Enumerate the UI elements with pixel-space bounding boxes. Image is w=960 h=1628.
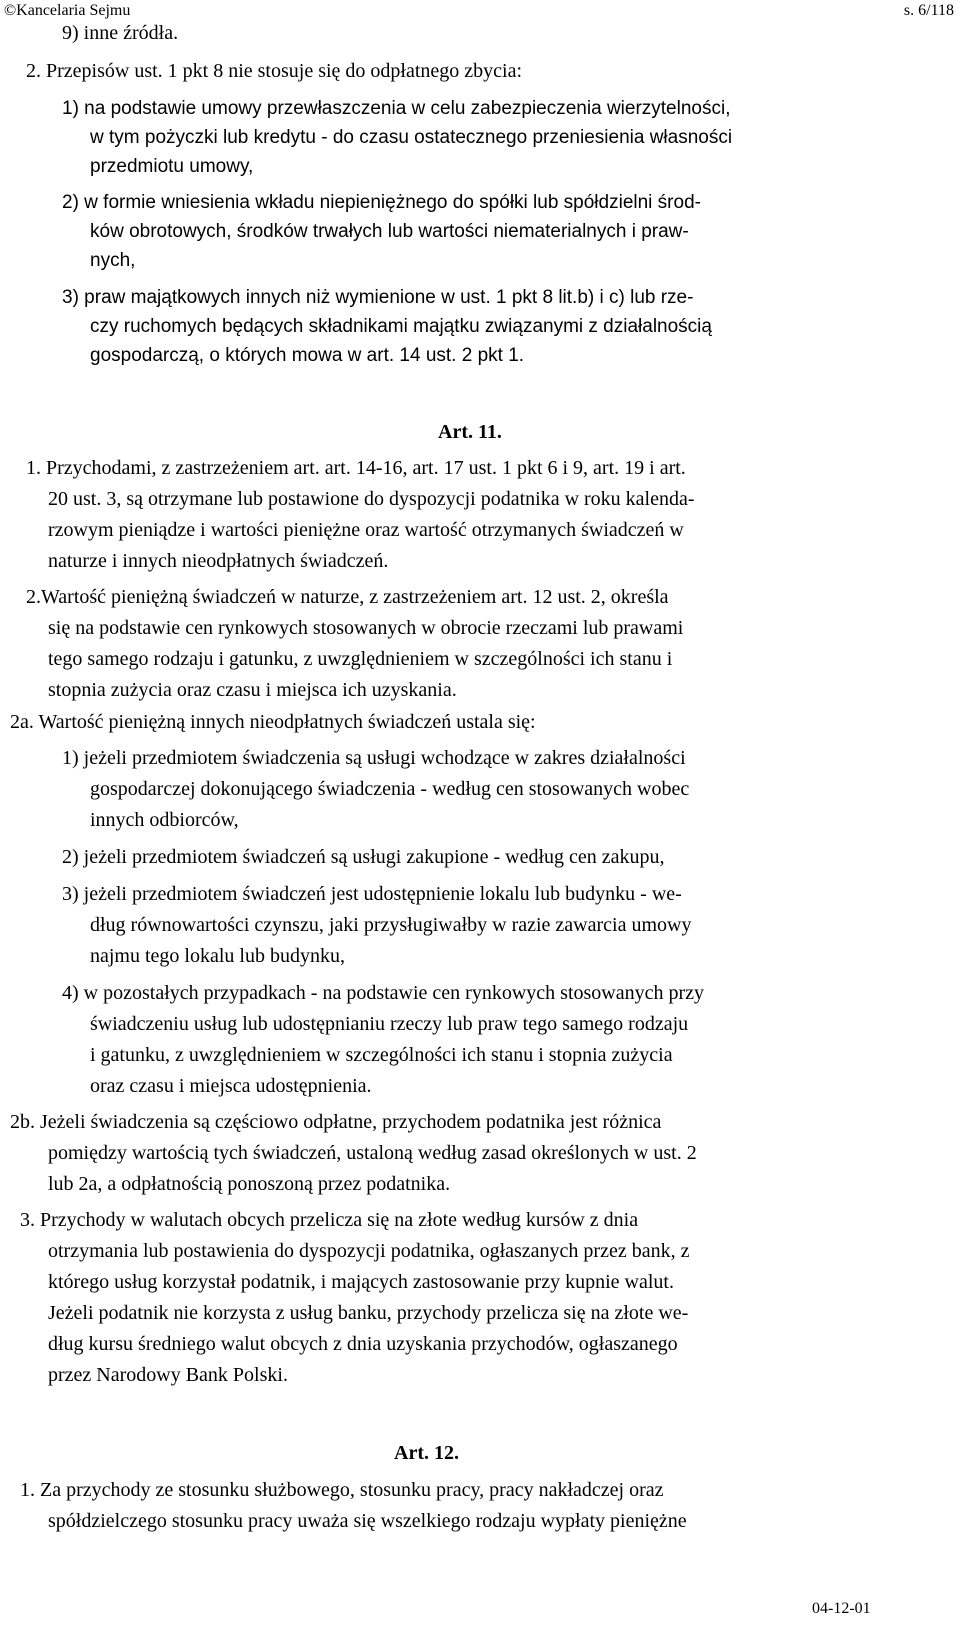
article-heading: Art. 12. (394, 1442, 459, 1464)
text-line: lub 2a, a odpłatnością ponoszoną przez podatnika. (48, 1173, 451, 1195)
text-line: ków obrotowych, środków trwałych lub wartości niematerialnych i praw- (90, 221, 689, 242)
text-line: otrzymania lub postawienia do dyspozycji podatnika, ogłaszanych przez bank, z (48, 1240, 690, 1262)
text-line: dług kursu średniego walut obcych z dnia uzyskania przychodów, ogłaszanego (48, 1333, 678, 1355)
text-line: Jeżeli podatnik nie korzysta z usług banku, przychody przelicza się na złote we- (48, 1302, 689, 1324)
header-publisher: ©Kancelaria Sejmu (4, 2, 131, 19)
text-line: się na podstawie cen rynkowych stosowanych w obrocie rzeczami lub prawami (48, 617, 684, 639)
text-line: 20 ust. 3, są otrzymane lub postawione do dyspozycji podatnika w roku kalenda- (48, 488, 695, 510)
text-line: 2) jeżeli przedmiotem świadczeń są usługi zakupione - według cen zakupu, (62, 846, 665, 868)
text-line: tego samego rodzaju i gatunku, z uwzględnieniem w szczególności ich stanu i (48, 648, 673, 670)
text-line: stopnia zużycia oraz czasu i miejsca ich uzyskania. (48, 679, 457, 701)
text-line: 1) na podstawie umowy przewłaszczenia w celu zabezpieczenia wierzytelności, (62, 98, 731, 119)
text-line: gospodarczej dokonującego świadczenia - według cen stosowanych wobec (90, 778, 690, 800)
text-line: naturze i innych nieodpłatnych świadczeń. (48, 550, 389, 572)
text-line: 3) praw majątkowych innych niż wymienione w ust. 1 pkt 8 lit.b) i c) lub rze- (62, 287, 694, 308)
text-line: innych odbiorców, (90, 809, 239, 831)
text-line: oraz czasu i miejsca udostępnienia. (90, 1075, 372, 1097)
text-line: 1. Za przychody ze stosunku służbowego, stosunku pracy, pracy nakładczej oraz (20, 1479, 664, 1501)
text-line: którego usług korzystał podatnik, i mających zastosowanie przy kupnie walut. (48, 1271, 674, 1293)
text-line: 3) jeżeli przedmiotem świadczeń jest udostępnienie lokalu lub budynku - we- (62, 883, 682, 905)
text-line: 9) inne źródła. (62, 22, 179, 44)
text-line: 3. Przychody w walutach obcych przelicza się na złote według kursów z dnia (20, 1209, 639, 1231)
footer-date: 04-12-01 (812, 1600, 871, 1617)
text-line: świadczeniu usług lub udostępnianiu rzeczy lub praw tego samego rodzaju (90, 1013, 689, 1035)
text-line: 2b. Jeżeli świadczenia są częściowo odpłatne, przychodem podatnika jest różnica (10, 1111, 662, 1133)
text-line: gospodarczą, o których mowa w art. 14 ust. 2 pkt 1. (90, 345, 525, 366)
text-line: 4) w pozostałych przypadkach - na podstawie cen rynkowych stosowanych przy (62, 982, 705, 1004)
text-line: pomiędzy wartością tych świadczeń, ustaloną według zasad określonych w ust. 2 (48, 1142, 697, 1164)
text-line: w tym pożyczki lub kredytu - do czasu ostatecznego przeniesienia własności (90, 127, 733, 148)
text-line: 1. Przychodami, z zastrzeżeniem art. art. 14-16, art. 17 ust. 1 pkt 6 i 9, art. 19 i art. (26, 457, 686, 479)
text-line: przedmiotu umowy, (90, 156, 254, 177)
header-page-number: s. 6/118 (903, 2, 954, 19)
text-line: 2.Wartość pieniężną świadczeń w naturze, z zastrzeżeniem art. 12 ust. 2, określa (26, 586, 669, 608)
text-line: 2a. Wartość pieniężną innych nieodpłatnych świadczeń ustala się: (10, 711, 536, 733)
text-line: przez Narodowy Bank Polski. (48, 1364, 288, 1386)
text-line: 2. Przepisów ust. 1 pkt 8 nie stosuje się do odpłatnego zbycia: (26, 60, 523, 82)
text-line: i gatunku, z uwzględnieniem w szczególności ich stanu i stopnia zużycia (90, 1044, 673, 1066)
text-line: 2) w formie wniesienia wkładu niepieniężnego do spółki lub spółdzielni środ- (62, 192, 701, 213)
text-line: czy ruchomych będących składnikami majątku związanymi z działalnością (90, 316, 712, 337)
text-line: najmu tego lokalu lub budynku, (90, 945, 345, 967)
text-line: nych, (90, 250, 136, 271)
text-line: dług równowartości czynszu, jaki przysługiwałby w razie zawarcia umowy (90, 914, 692, 936)
text-line: rzowym pieniądze i wartości pieniężne oraz wartość otrzymanych świadczeń w (48, 519, 684, 541)
text-line: spółdzielczego stosunku pracy uważa się wszelkiego rodzaju wypłaty pieniężne (48, 1510, 687, 1532)
article-heading: Art. 11. (438, 421, 502, 443)
text-line: 1) jeżeli przedmiotem świadczenia są usługi wchodzące w zakres działalności (62, 747, 686, 769)
